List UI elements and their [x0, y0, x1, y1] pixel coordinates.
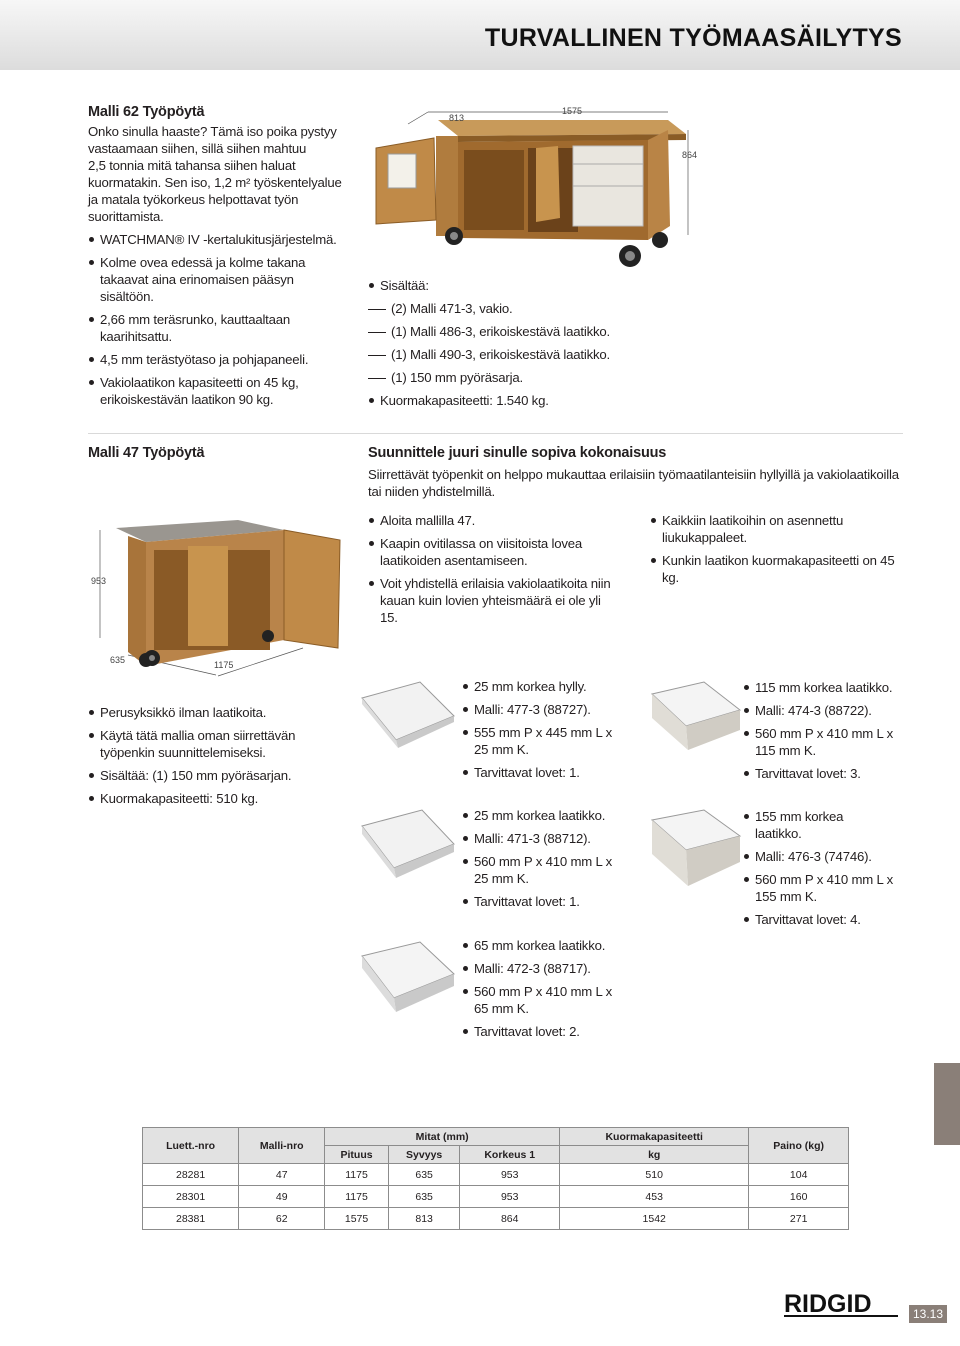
cell: 864 [460, 1208, 560, 1230]
intro-line: 2,5 tonnia mitä tahansa siihen haluat [88, 158, 296, 173]
capacity: Kuormakapasiteetti: 1.540 kg. [368, 392, 668, 409]
list-item: Vakiolaatikon kapasiteetti on 45 kg, erikoiskestävän laatikon 90 kg. [88, 374, 343, 408]
cell: 453 [560, 1186, 749, 1208]
list-item: Malli: 476-3 (74746). [743, 848, 893, 865]
accessory-list [462, 807, 612, 910]
contains-label: Sisältää: [368, 277, 668, 294]
drawer-25-image [358, 808, 458, 888]
dim-depth-label: 813 [449, 113, 465, 123]
list-item: Tarvittavat lovet: 3. [743, 765, 893, 782]
list-item: (2) Malli 471-3, vakio. [368, 300, 668, 317]
intro-line: kuormatakin. Sen iso, 1,2 m² työskentelyalue [88, 175, 342, 190]
list-item: 560 mm P x 410 mm L x 65 mm K. [462, 983, 612, 1017]
section-divider [88, 433, 903, 434]
dim-length-label: 1175 [214, 660, 234, 670]
cell: 49 [239, 1186, 325, 1208]
accessory-list [462, 678, 612, 781]
header-model: Malli-nro [239, 1128, 325, 1164]
accessory-drawer-65 [462, 931, 612, 1040]
list-item: 555 mm P x 445 mm L x 25 mm K. [462, 724, 612, 758]
list-item: 155 mm korkea laatikko. [743, 808, 893, 842]
list-item: Malli: 472-3 (88717). [462, 960, 612, 977]
accessory-drawer-25 [462, 801, 612, 910]
ridgid-logo [782, 1288, 902, 1318]
list-item: Kunkin laatikon kuormakapasiteetti on 45 kg. [650, 552, 905, 586]
model62-workbench-image [368, 100, 708, 272]
dim-depth-label: 635 [110, 655, 126, 665]
cell: 1175 [325, 1164, 389, 1186]
list-item: (1) 150 mm pyöräsarja. [368, 369, 668, 386]
model62-features [88, 231, 343, 408]
list-item: (1) Malli 490-3, erikoiskestävä laatikko. [368, 346, 668, 363]
drawer-155-image [648, 808, 744, 892]
spec-table [142, 1127, 849, 1230]
list-item: Tarvittavat lovet: 4. [743, 911, 893, 928]
header-dims: Mitat (mm) [325, 1128, 560, 1146]
list-item: 2,66 mm teräsrunko, kauttaaltaan kaarihitsattu. [88, 311, 343, 345]
header-height: Korkeus 1 [460, 1146, 560, 1164]
list-item: Tarvittavat lovet: 1. [462, 893, 612, 910]
list-item: 115 mm korkea laatikko. [743, 679, 893, 696]
dim-height-label: 864 [682, 150, 698, 160]
cell: 28381 [143, 1208, 239, 1230]
design-list-1 [368, 512, 613, 626]
drawer-65-image [358, 940, 458, 1020]
cell: 813 [388, 1208, 460, 1230]
cell: 271 [749, 1208, 849, 1230]
cell: 510 [560, 1164, 749, 1186]
list-item: Voit yhdistellä erilaisia vakiolaatikoita niin kauan kuin lovien yhteismäärä ei ole yli 15. [368, 575, 613, 626]
header-catno: Luett.-nro [143, 1128, 239, 1164]
header-depth: Syvyys [388, 1146, 460, 1164]
drawer-115-image [648, 680, 744, 760]
list-item: Perusyksikkö ilman laatikoita. [88, 704, 348, 721]
header-kg: kg [560, 1146, 749, 1164]
list-item: Käytä tätä mallia oman siirrettävän työpenkin suunnittelemiseksi. [88, 727, 348, 761]
list-item: Kaapin ovitilassa on viisitoista lovea laatikoiden asentamiseen. [368, 535, 613, 569]
cell: 1542 [560, 1208, 749, 1230]
list-item: Kaikkiin laatikoihin on asennettu liukukappaleet. [650, 512, 905, 546]
capacity-list [368, 392, 668, 409]
list-item: Kuormakapasiteetti: 510 kg. [88, 790, 348, 807]
accessory-drawer-155 [743, 802, 893, 928]
list-item: 25 mm korkea hylly. [462, 678, 612, 695]
list-item: 560 mm P x 410 mm L x 155 mm K. [743, 871, 893, 905]
cell: 28281 [143, 1164, 239, 1186]
model62-intro [88, 123, 358, 225]
list-item: Malli: 477-3 (88727). [462, 701, 612, 718]
cell: 1575 [325, 1208, 389, 1230]
accessory-list [462, 937, 612, 1040]
logo-text: RIDGID [784, 1290, 872, 1318]
page-number: 13.13 [909, 1305, 947, 1323]
dim-height-label: 953 [91, 576, 107, 586]
table-row [143, 1186, 849, 1208]
accessory-drawer-115 [743, 673, 893, 782]
design-list-2 [650, 512, 905, 586]
page-title: TURVALLINEN TYÖMAASÄILYTYS [484, 24, 902, 52]
model47-title: Malli 47 Työpöytä [88, 445, 205, 461]
dim-length-label: 1575 [562, 106, 583, 116]
cell: 104 [749, 1164, 849, 1186]
list-item: Tarvittavat lovet: 1. [462, 764, 612, 781]
accessory-list [743, 808, 893, 928]
list-item: 560 mm P x 410 mm L x 115 mm K. [743, 725, 893, 759]
model62-title: Malli 62 Työpöytä [88, 104, 205, 120]
accessory-list [743, 679, 893, 782]
table-row [143, 1164, 849, 1186]
side-tab [934, 1063, 960, 1145]
list-item: Kolme ovea edessä ja kolme takana takaavat aina erinomaisen pääsyn sisältöön. [88, 254, 343, 305]
accessory-shelf-25 [462, 672, 612, 781]
cell: 953 [460, 1186, 560, 1208]
cell: 635 [388, 1186, 460, 1208]
header-capacity: Kuormakapasiteetti [560, 1128, 749, 1146]
header-length: Pituus [325, 1146, 389, 1164]
cell: 635 [388, 1164, 460, 1186]
intro-line: vastaamaan siihen, sillä siihen mahtuu [88, 141, 307, 156]
list-item: 4,5 mm terästyötaso ja pohjapaneeli. [88, 351, 343, 368]
cell: 1175 [325, 1186, 389, 1208]
list-item: Sisältää: (1) 150 mm pyöräsarjan. [88, 767, 348, 784]
design-col1 [368, 506, 613, 626]
design-text: Siirrettävät työpenkit on helppo mukauttaa erilaisiin työmaatilanteisiin hyllyillä ja vakiolaatikoilla tai niiden yhdistelmillä. [368, 467, 899, 499]
contents-list [368, 277, 668, 294]
shelf-image [358, 680, 458, 752]
cell: 160 [749, 1186, 849, 1208]
list-item: WATCHMAN® IV -kertalukitusjärjestelmä. [88, 231, 343, 248]
page-header [0, 0, 960, 70]
table-row [143, 1208, 849, 1230]
list-item: Malli: 471-3 (88712). [462, 830, 612, 847]
list-item: 65 mm korkea laatikko. [462, 937, 612, 954]
intro-line: suorittamista. [88, 209, 164, 224]
contents-items [368, 300, 668, 386]
intro-line: ja matala työkorkeus helpottavat työn [88, 192, 299, 207]
list-item: Aloita mallilla 47. [368, 512, 613, 529]
list-item: Tarvittavat lovet: 2. [462, 1023, 612, 1040]
design-title: Suunnittele juuri sinulle sopiva kokonaisuus [368, 445, 667, 461]
design-col2 [650, 506, 905, 586]
model62-section [88, 104, 358, 408]
header-weight: Paino (kg) [749, 1128, 849, 1164]
model62-contents [368, 271, 668, 409]
model47-list [88, 704, 348, 807]
list-item: (1) Malli 486-3, erikoiskestävä laatikko. [368, 323, 668, 340]
model47-features [88, 698, 348, 807]
list-item: 25 mm korkea laatikko. [462, 807, 612, 824]
design-section [368, 445, 908, 500]
cell: 47 [239, 1164, 325, 1186]
intro-line: Onko sinulla haaste? Tämä iso poika pystyy [88, 124, 337, 139]
cell: 62 [239, 1208, 325, 1230]
cell: 953 [460, 1164, 560, 1186]
list-item: Malli: 474-3 (88722). [743, 702, 893, 719]
list-item: 560 mm P x 410 mm L x 25 mm K. [462, 853, 612, 887]
cell: 28301 [143, 1186, 239, 1208]
